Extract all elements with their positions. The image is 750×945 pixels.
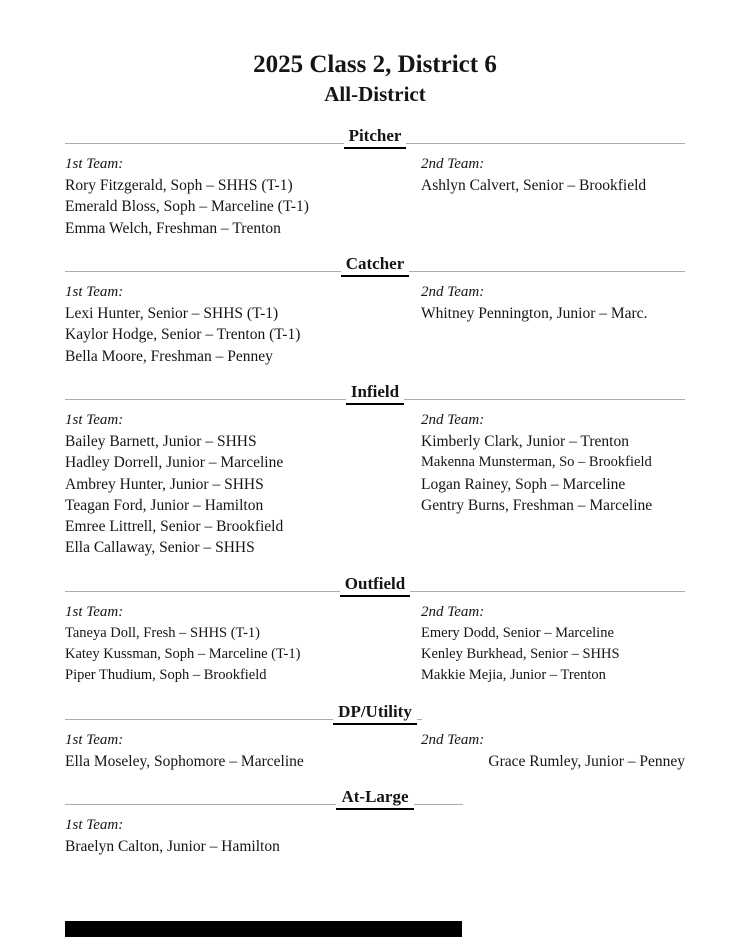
first-team-label: 1st Team:: [65, 156, 124, 173]
first-team-column: [65, 730, 421, 772]
team-columns: [65, 282, 685, 367]
team-columns: [65, 815, 685, 857]
section-title: DP/Utility: [333, 701, 417, 725]
player-entry: Kenley Burkhead, Senior – SHHS: [421, 646, 620, 663]
second-team-column: [421, 154, 685, 239]
player-entry: Emma Welch, Freshman – Trenton: [65, 219, 281, 237]
first-team-entries: [65, 431, 421, 559]
position-section: [65, 253, 685, 367]
section-header: [65, 381, 685, 405]
player-entry: Hadley Dorrell, Junior – Marceline: [65, 454, 284, 472]
section-title: At-Large: [336, 786, 413, 810]
player-entry: Lexi Hunter, Senior – SHHS (T-1): [65, 305, 279, 323]
player-entry: Bella Moore, Freshman – Penney: [65, 347, 273, 365]
first-team-label: 1st Team:: [65, 411, 124, 428]
section-title: Infield: [346, 381, 404, 405]
first-team-entries: [65, 303, 421, 367]
sections: [65, 125, 685, 857]
player-entry: Kaylor Hodge, Senior – Trenton (T-1): [65, 326, 301, 344]
second-team-entries: [421, 431, 685, 516]
first-team-entries: [65, 836, 421, 857]
section-header: [65, 253, 685, 277]
player-entry: Kimberly Clark, Junior – Trenton: [421, 432, 629, 450]
team-columns: [65, 602, 685, 687]
second-team-entries: [421, 623, 685, 687]
player-entry: Makkie Mejia, Junior – Trenton: [421, 667, 606, 684]
black-redaction-bar: [65, 921, 462, 937]
first-team-column: [65, 410, 421, 559]
player-entry: Piper Thudium, Soph – Brookfield: [65, 667, 267, 684]
position-section: [65, 786, 685, 857]
player-entry: Gentry Burns, Freshman – Marceline: [421, 496, 653, 514]
position-section: [65, 125, 685, 239]
first-team-label: 1st Team:: [65, 731, 124, 748]
first-team-column: [65, 602, 421, 687]
player-entry: Emree Littrell, Senior – Brookfield: [65, 518, 284, 536]
second-team-column: [421, 282, 685, 367]
section-title: Pitcher: [344, 125, 407, 149]
player-entry: Emery Dodd, Senior – Marceline: [421, 624, 614, 641]
player-entry: Braelyn Calton, Junior – Hamilton: [65, 837, 280, 855]
second-team-column: [421, 602, 685, 687]
player-entry: Grace Rumley, Junior – Penney: [488, 752, 685, 770]
page-subtitle: All-District: [324, 82, 426, 106]
page-title: 2025 Class 2, District 6: [253, 51, 497, 78]
first-team-entries: [65, 751, 421, 772]
team-columns: [65, 730, 685, 772]
player-entry: Katey Kussman, Soph – Marceline (T-1): [65, 646, 301, 663]
second-team-column: [421, 410, 685, 559]
second-team-label: 2nd Team:: [421, 731, 485, 748]
player-entry: Taneya Doll, Fresh – SHHS (T-1): [65, 624, 260, 641]
first-team-column: [65, 282, 421, 367]
section-header: [65, 125, 685, 149]
second-team-column: [421, 815, 685, 857]
second-team-label: 2nd Team:: [421, 284, 485, 301]
player-entry: Ella Callaway, Senior – SHHS: [65, 539, 255, 557]
player-entry: Ambrey Hunter, Junior – SHHS: [65, 475, 264, 493]
player-entry: Makenna Munsterman, So – Brookfield: [421, 454, 652, 471]
first-team-label: 1st Team:: [65, 603, 124, 620]
second-team-label: 2nd Team:: [421, 411, 485, 428]
player-entry: Ella Moseley, Sophomore – Marceline: [65, 752, 304, 770]
second-team-column: [421, 730, 685, 772]
player-entry: Teagan Ford, Junior – Hamilton: [65, 496, 264, 514]
player-entry: Bailey Barnett, Junior – SHHS: [65, 432, 257, 450]
first-team-column: [65, 815, 421, 857]
team-columns: [65, 154, 685, 239]
section-header: [65, 786, 685, 810]
position-section: [65, 381, 685, 559]
player-entry: Logan Rainey, Soph – Marceline: [421, 475, 626, 493]
player-entry: Ashlyn Calvert, Senior – Brookfield: [421, 177, 647, 195]
first-team-column: [65, 154, 421, 239]
team-columns: [65, 410, 685, 559]
section-header: [65, 573, 685, 597]
section-title: Outfield: [340, 573, 410, 597]
player-entry: Rory Fitzgerald, Soph – SHHS (T-1): [65, 177, 293, 195]
first-team-label: 1st Team:: [65, 816, 124, 833]
second-team-entries: [421, 751, 685, 772]
player-entry: Emerald Bloss, Soph – Marceline (T-1): [65, 198, 309, 216]
position-section: [65, 573, 685, 687]
first-team-entries: [65, 175, 421, 239]
second-team-entries: [421, 175, 685, 196]
second-team-entries: [421, 303, 685, 324]
first-team-label: 1st Team:: [65, 284, 124, 301]
section-title: Catcher: [341, 253, 410, 277]
second-team-label: 2nd Team:: [421, 156, 485, 173]
player-entry: Whitney Pennington, Junior – Marc.: [421, 305, 648, 323]
second-team-label: 2nd Team:: [421, 603, 485, 620]
first-team-entries: [65, 623, 421, 687]
section-header: [65, 701, 685, 725]
position-section: [65, 701, 685, 772]
